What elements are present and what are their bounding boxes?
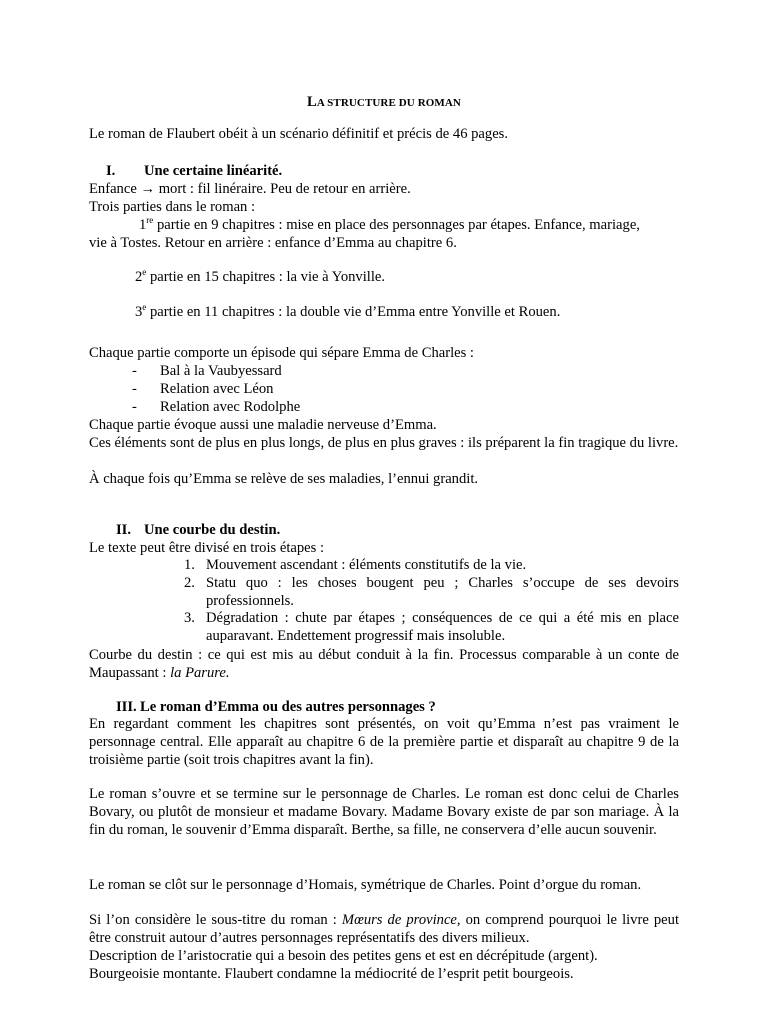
section-1-line-1: Enfance → mort : fil linéraire. Peu de retour en arrière. (89, 181, 411, 197)
para4-start: Si l’on considère le sous-titre du roman : (89, 912, 342, 928)
section-2-heading (89, 522, 679, 540)
part-1-text: partie en 9 chapitres : mise en place des personnages par étapes. Enfance, mariage, (153, 217, 640, 233)
section-3-paragraph-6: Bourgeoisie montante. Flaubert condamne la médiocrité de l’esprit petit bourgeois. (89, 966, 574, 982)
section-2-conclusion (89, 647, 679, 683)
section-3-paragraph-2: Le roman s’ouvre et se termine sur le personnage de Charles. Le roman est donc celui de Charles Bovary, ou plutôt de monsieur et madame Bovary. Madame Bovary existe de par son mariage. À la fin du roman, le souvenir d’Emma disparaît. Berthe, sa fille, ne conservera d’elle aucun souvenir. (89, 786, 679, 838)
title-initial: L (307, 94, 317, 110)
part-1-continuation: vie à Tostes. Retour en arrière : enfance d’Emma au chapitre 6. (89, 235, 457, 251)
section-3-paragraph-5: Description de l’aristocratie qui a besoin des petites gens et est en décrépitude (argent). (89, 948, 598, 964)
list-item: - Relation avec Rodolphe (132, 398, 301, 415)
section-1-after-1: Chaque partie évoque aussi une maladie nerveuse d’Emma. (89, 417, 437, 433)
list-item: - Relation avec Léon (132, 380, 274, 397)
section-1-title: Une certaine linéarité. (144, 163, 283, 179)
part-2-number: 2 (135, 269, 143, 285)
section-1-heading (89, 163, 679, 181)
list-item: 3. Dégradation : chute par étapes ; conséquences de ce qui a été mis en place auparavant. Endettement progressif mais insoluble. (184, 610, 679, 645)
section-2-title: Une courbe du destin. (144, 522, 281, 538)
part-1-number: 1 (139, 217, 147, 233)
part-3-number: 3 (135, 304, 143, 320)
page-title (89, 94, 679, 113)
section-3-title: Le roman d’Emma ou des autres personnages ? (140, 699, 436, 715)
episodes-list (89, 363, 679, 416)
section-3-paragraph-3: Le roman se clôt sur le personnage d’Homais, symétrique de Charles. Point d’orgue du roman. (89, 877, 642, 893)
conclusion-text: Courbe du destin : ce qui est mis au début conduit à la fin. Processus comparable à un conte de Maupassant : (89, 647, 679, 681)
part-1-superscript: re (146, 215, 154, 225)
conclusion-title: la Parure. (170, 664, 230, 681)
para4-end: on comprend pourquoi le livre peut être construit autour d’autres personnages représentatifs des divers milieux. (89, 912, 680, 946)
list-item: 1. Mouvement ascendant : éléments constitutifs de la vie. (184, 557, 527, 573)
part-3-superscript: e (142, 302, 147, 312)
part-3-text: partie en 11 chapitres : la double vie d’Emma entre Yonville et Rouen. (146, 304, 561, 320)
list-item: - Bal à la Vaubyessard (132, 363, 282, 379)
episodes-intro: Chaque partie comporte un épisode qui sépare Emma de Charles : (89, 345, 474, 361)
section-3-paragraph-1: En regardant comment les chapitres sont présentés, on voit qu’Emma n’est pas vraiment le personnage central. Elle apparaît au chapitre 6 de la première partie et disparaît au chapitre 9 de la troisième partie (soit trois chapitres avant la fin). (89, 716, 679, 768)
section-2-number: II. (116, 522, 132, 538)
subtitle-reference: Mœurs de province, (341, 912, 461, 928)
part-2-superscript: e (142, 267, 147, 277)
list-item: 2. Statu quo : les choses bougent peu ; Charles s’occupe de ses devoirs professionnels. (184, 574, 679, 609)
part-2-line (89, 269, 679, 287)
section-3-number: III. (116, 699, 137, 715)
section-1-line-2: Trois parties dans le roman : (89, 199, 256, 215)
steps-list (89, 557, 679, 646)
section-3-heading (89, 699, 679, 717)
section-3-paragraph-4 (89, 912, 679, 948)
part-2-text: partie en 15 chapitres : la vie à Yonville. (146, 269, 386, 285)
part-1-line (89, 217, 679, 235)
title-rest: A STRUCTURE DU ROMAN (316, 97, 461, 109)
section-1-after-2: Ces éléments sont de plus en plus longs, de plus en plus graves : ils préparent la fin tragique du livre. (89, 435, 679, 451)
section-1-number: I. (106, 163, 116, 179)
part-3-line (89, 304, 679, 322)
section-2-intro: Le texte peut être divisé en trois étapes : (89, 540, 325, 556)
intro-paragraph: Le roman de Flaubert obéit à un scénario définitif et précis de 46 pages. (89, 126, 509, 142)
section-1-after-3: À chaque fois qu’Emma se relève de ses maladies, l’ennui grandit. (89, 471, 479, 487)
